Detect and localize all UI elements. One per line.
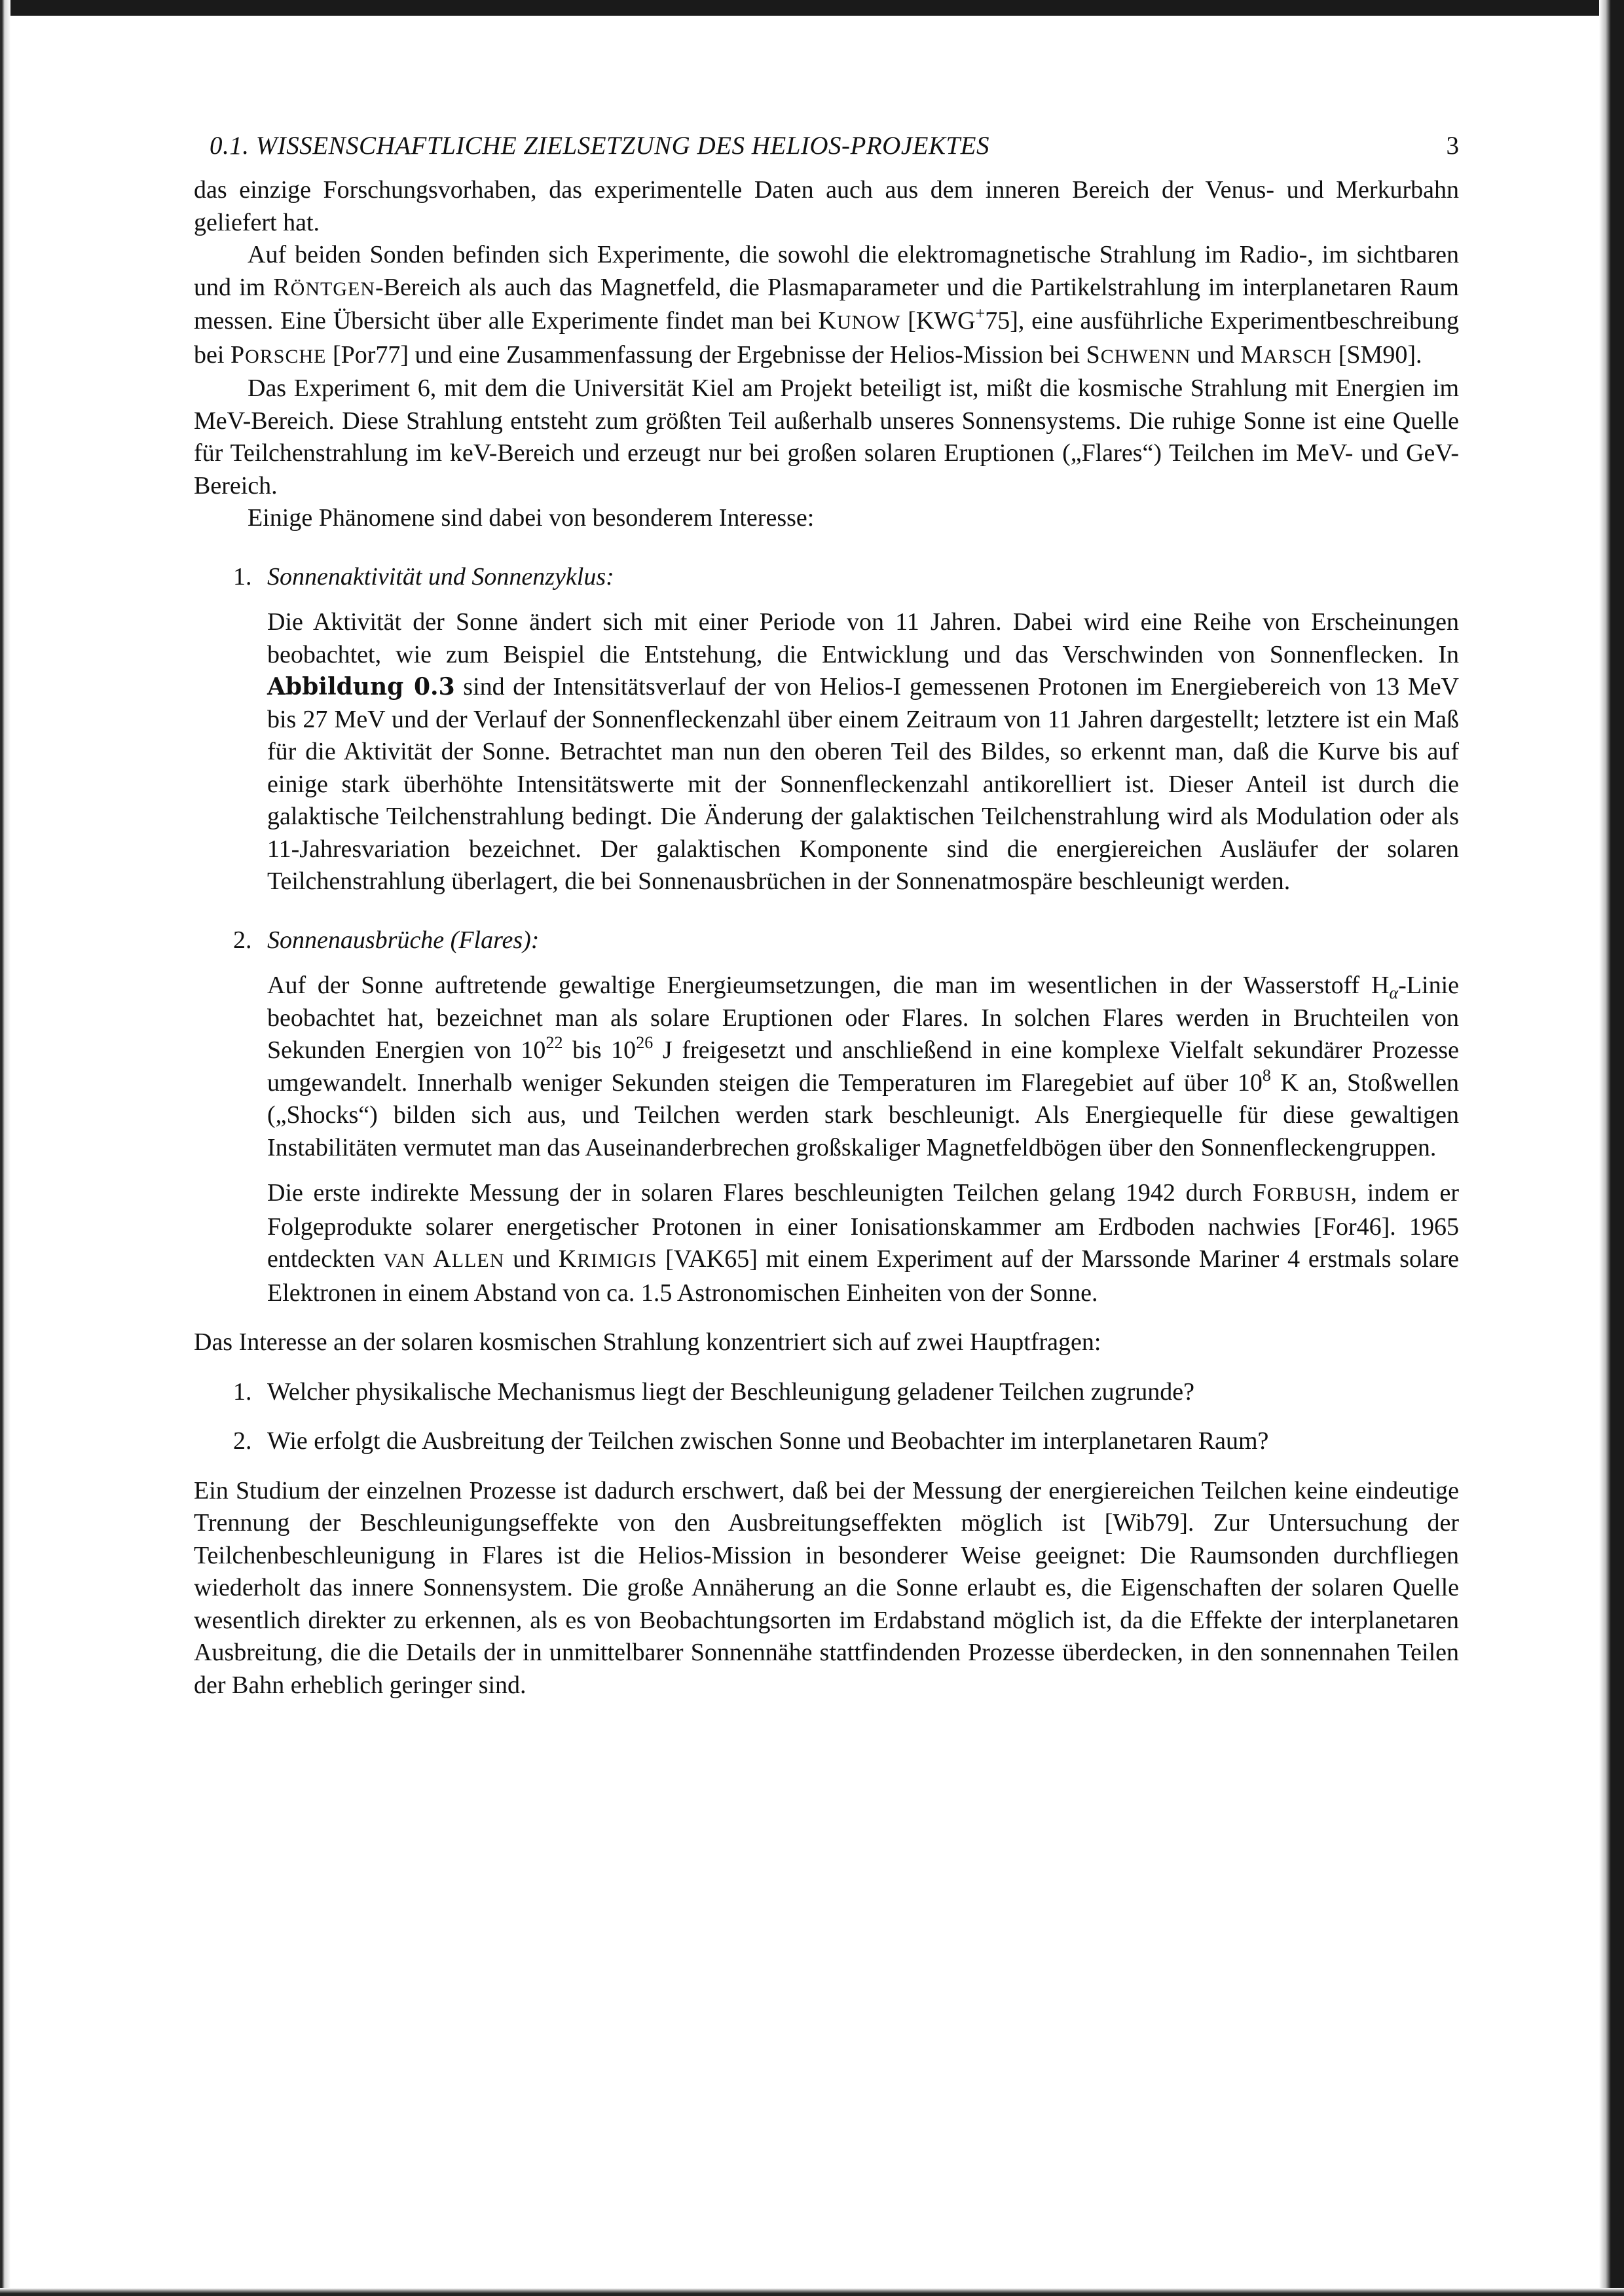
name-schwenn: SCHWENN <box>1086 340 1191 369</box>
list-heading: Sonnenaktivität und Sonnenzyklus: <box>267 562 614 591</box>
list-item-question-1 <box>194 1376 1459 1409</box>
list-paragraph: Die Aktivität der Sonne ändert sich mit einer Periode von 11 Jahren. Dabei wird eine Reihe von Erscheinungen beobachtet, wie zum Beispiel die Entstehung, die Entwicklung und das Verschwinden von Sonnenflecken. In Abbildung 0.3 sind der Intensitätsverlauf der von Helios-I gemessenen Protonen im Energiebereich von 13 MeV bis 27 MeV und der Verlauf der Sonnenfleckenzahl über einem Zeitraum von 11 Jahren dargestellt; letztere ist ein Maß für die Aktivität der Sonne. Betrachtet man nun den oberen Teil des Bildes, so erkennt man, daß die Kurve bis auf einige stark überhöhte Intensitätswerte mit der Sonnenfleckenzahl antikorelliert ist. Dieser Anteil ist durch die galaktische Teilchenstrahlung bedingt. Die Änderung der galaktischen Teilchenstrahlung wird als Modulation oder als 11-Jahresvariation bezeichnet. Der galaktischen Komponente sind die energiereichen Ausläufer der solaren Teilchenstrahlung überlagert, die bei Sonnenausbrüchen in der Sonnenatmospäre beschleunigt werden. <box>267 608 1459 895</box>
paragraph-closing: Ein Studium der einzelnen Prozesse ist dadurch erschwert, daß bei der Messung der energiereichen Teilchen keine eindeutige Trennung der Beschleunigungseffekte von den Ausbreitungseffekten möglich ist [Wib79]. Zur Untersuchung der Teilchenbeschleunigung in Flares ist die Helios-Mission in besonderer Weise geeignet: Die Raumsonden durchfliegen wiederholt das innere Sonnensystem. Die große Annäherung an die Sonne erlaubt es, die Eigenschaften der solaren Quelle wesentlich direkter zu erkennen, als es von Beobachtungsorten im Erdabstand möglich ist, da die Effekte der interplanetaren Ausbreitung, die die Details der in unmittelbarer Sonnennähe stattfindenden Prozesse überdecken, in den sonnennahen Teilen der Bahn erheblich geringer sind. <box>194 1476 1459 1699</box>
question-text: Wie erfolgt die Ausbreitung der Teilchen zwischen Sonne und Beobachter im interplanetaren Raum? <box>267 1427 1269 1455</box>
question-text: Welcher physikalische Mechanismus liegt der Beschleunigung geladener Teilchen zugrunde? <box>267 1377 1194 1406</box>
paragraph-experiments: Auf beiden Sonden befinden sich Experimente, die sowohl die elektromagnetische Strahlung im Radio-, im sichtbaren und im RÖNTGEN-Bereich als auch das Magnetfeld, die Plasmaparameter und die Partikelstrahlung im interplanetaren Raum messen. Eine Übersicht über alle Experimente findet man bei KUNOW [KWG+75], eine ausführliche Experimentbeschreibung bei PORSCHE [Por77] und eine Zusammenfassung der Ergebnisse der Helios-Mission bei SCHWENN und MARSCH [SM90]. <box>194 241 1459 369</box>
scan-bottom-edge <box>0 2288 1624 2296</box>
name-porsche: PORSCHE <box>230 340 327 369</box>
list-paragraph: Auf der Sonne auftretende gewaltige Energieumsetzungen, die man im wesentlichen in der Wasserstoff $H_\alpha$-Linie beobachtet hat, bezeichnet man als solare Eruptionen oder Flares. In solchen Flares werden in Bruchteilen von Sekunden Energien von $10^{22}$ bis $10^{26}$ J freigesetzt und anschließend in eine komplexe Vielfalt sekundärer Prozesse umgewandelt. Innerhalb weniger Sekunden steigen die Temperaturen im Flaregebiet auf über $10^8$ K an, Stoßwellen („Shocks“) bilden sich aus, und Teilchen werden stark beschleunigt. Als Energiequelle für diese gewaltigen Instabilitäten vermutet man das Auseinanderbrechen großskaliger Magnetfeldbögen über den Sonnenfleckengruppen. <box>267 972 1460 1161</box>
name-rontgen: RÖNTGEN <box>273 273 375 301</box>
list-number: 1. <box>233 562 252 591</box>
list-item-sonnenaktivitaet <box>194 561 1459 898</box>
figure-reference: Abbildung 0.3 <box>267 673 455 701</box>
running-header <box>194 131 1459 174</box>
list-item-question-2 <box>194 1425 1459 1458</box>
list-heading: Sonnenausbrüche (Flares): <box>267 926 540 954</box>
paragraph-interest: Das Interesse an der solaren kosmischen Strahlung konzentriert sich auf zwei Hauptfragen: <box>194 1328 1101 1356</box>
paragraph-phenomena-intro: Einige Phänomene sind dabei von besonderem Interesse: <box>248 504 815 532</box>
name-krimigis: KRIMIGIS <box>558 1245 657 1273</box>
scan-right-edge <box>1599 0 1624 2296</box>
scan-top-border <box>0 0 1624 16</box>
list-number: 1. <box>233 1377 252 1406</box>
list-number: 2. <box>233 1427 252 1455</box>
page-number: 3 <box>1446 132 1459 160</box>
list-paragraph: Die erste indirekte Messung der in solaren Flares beschleunigten Teilchen gelang 1942 durch FORBUSH, indem er Folgeprodukte solarer energetischer Protonen in einer Ionisationskammer am Erdboden nachwies [For46]. 1965 entdeckten VAN ALLEN und KRIMIGIS [VAK65] mit einem Experiment auf der Marssonde Mariner 4 erstmals solare Elektronen in einem Abstand von ca. 1.5 Astronomischen Einheiten von der Sonne. <box>267 1179 1459 1307</box>
name-van-allen: VAN ALLEN <box>383 1245 505 1273</box>
list-number: 2. <box>233 926 252 954</box>
name-kunow: KUNOW <box>818 307 901 335</box>
body-text <box>194 174 1459 1702</box>
name-marsch: MARSCH <box>1240 340 1333 369</box>
document-page <box>194 131 1459 1702</box>
name-forbush: FORBUSH <box>1252 1179 1351 1207</box>
scan-left-edge <box>0 0 10 2296</box>
section-title: 0.1. WISSENSCHAFTLICHE ZIELSETZUNG DES HELIOS-PROJEKTES <box>210 132 990 160</box>
paragraph-continuation: das einzige Forschungsvorhaben, das experimentelle Daten auch aus dem inneren Bereich der Venus- und Merkurbahn geliefert hat. <box>194 176 1459 236</box>
paragraph-experiment-6: Das Experiment 6, mit dem die Universität Kiel am Projekt beteiligt ist, mißt die kosmische Strahlung mit Energien im MeV-Bereich. Diese Strahlung entsteht zum größten Teil außerhalb unseres Sonnensystems. Die ruhige Sonne ist eine Quelle für Teilchenstrahlung im keV-Bereich und erzeugt nur bei großen solaren Eruptionen („Flares“) Teilchen im MeV- und GeV-Bereich. <box>194 374 1459 500</box>
list-item-sonnenausbrueche <box>194 924 1459 1310</box>
